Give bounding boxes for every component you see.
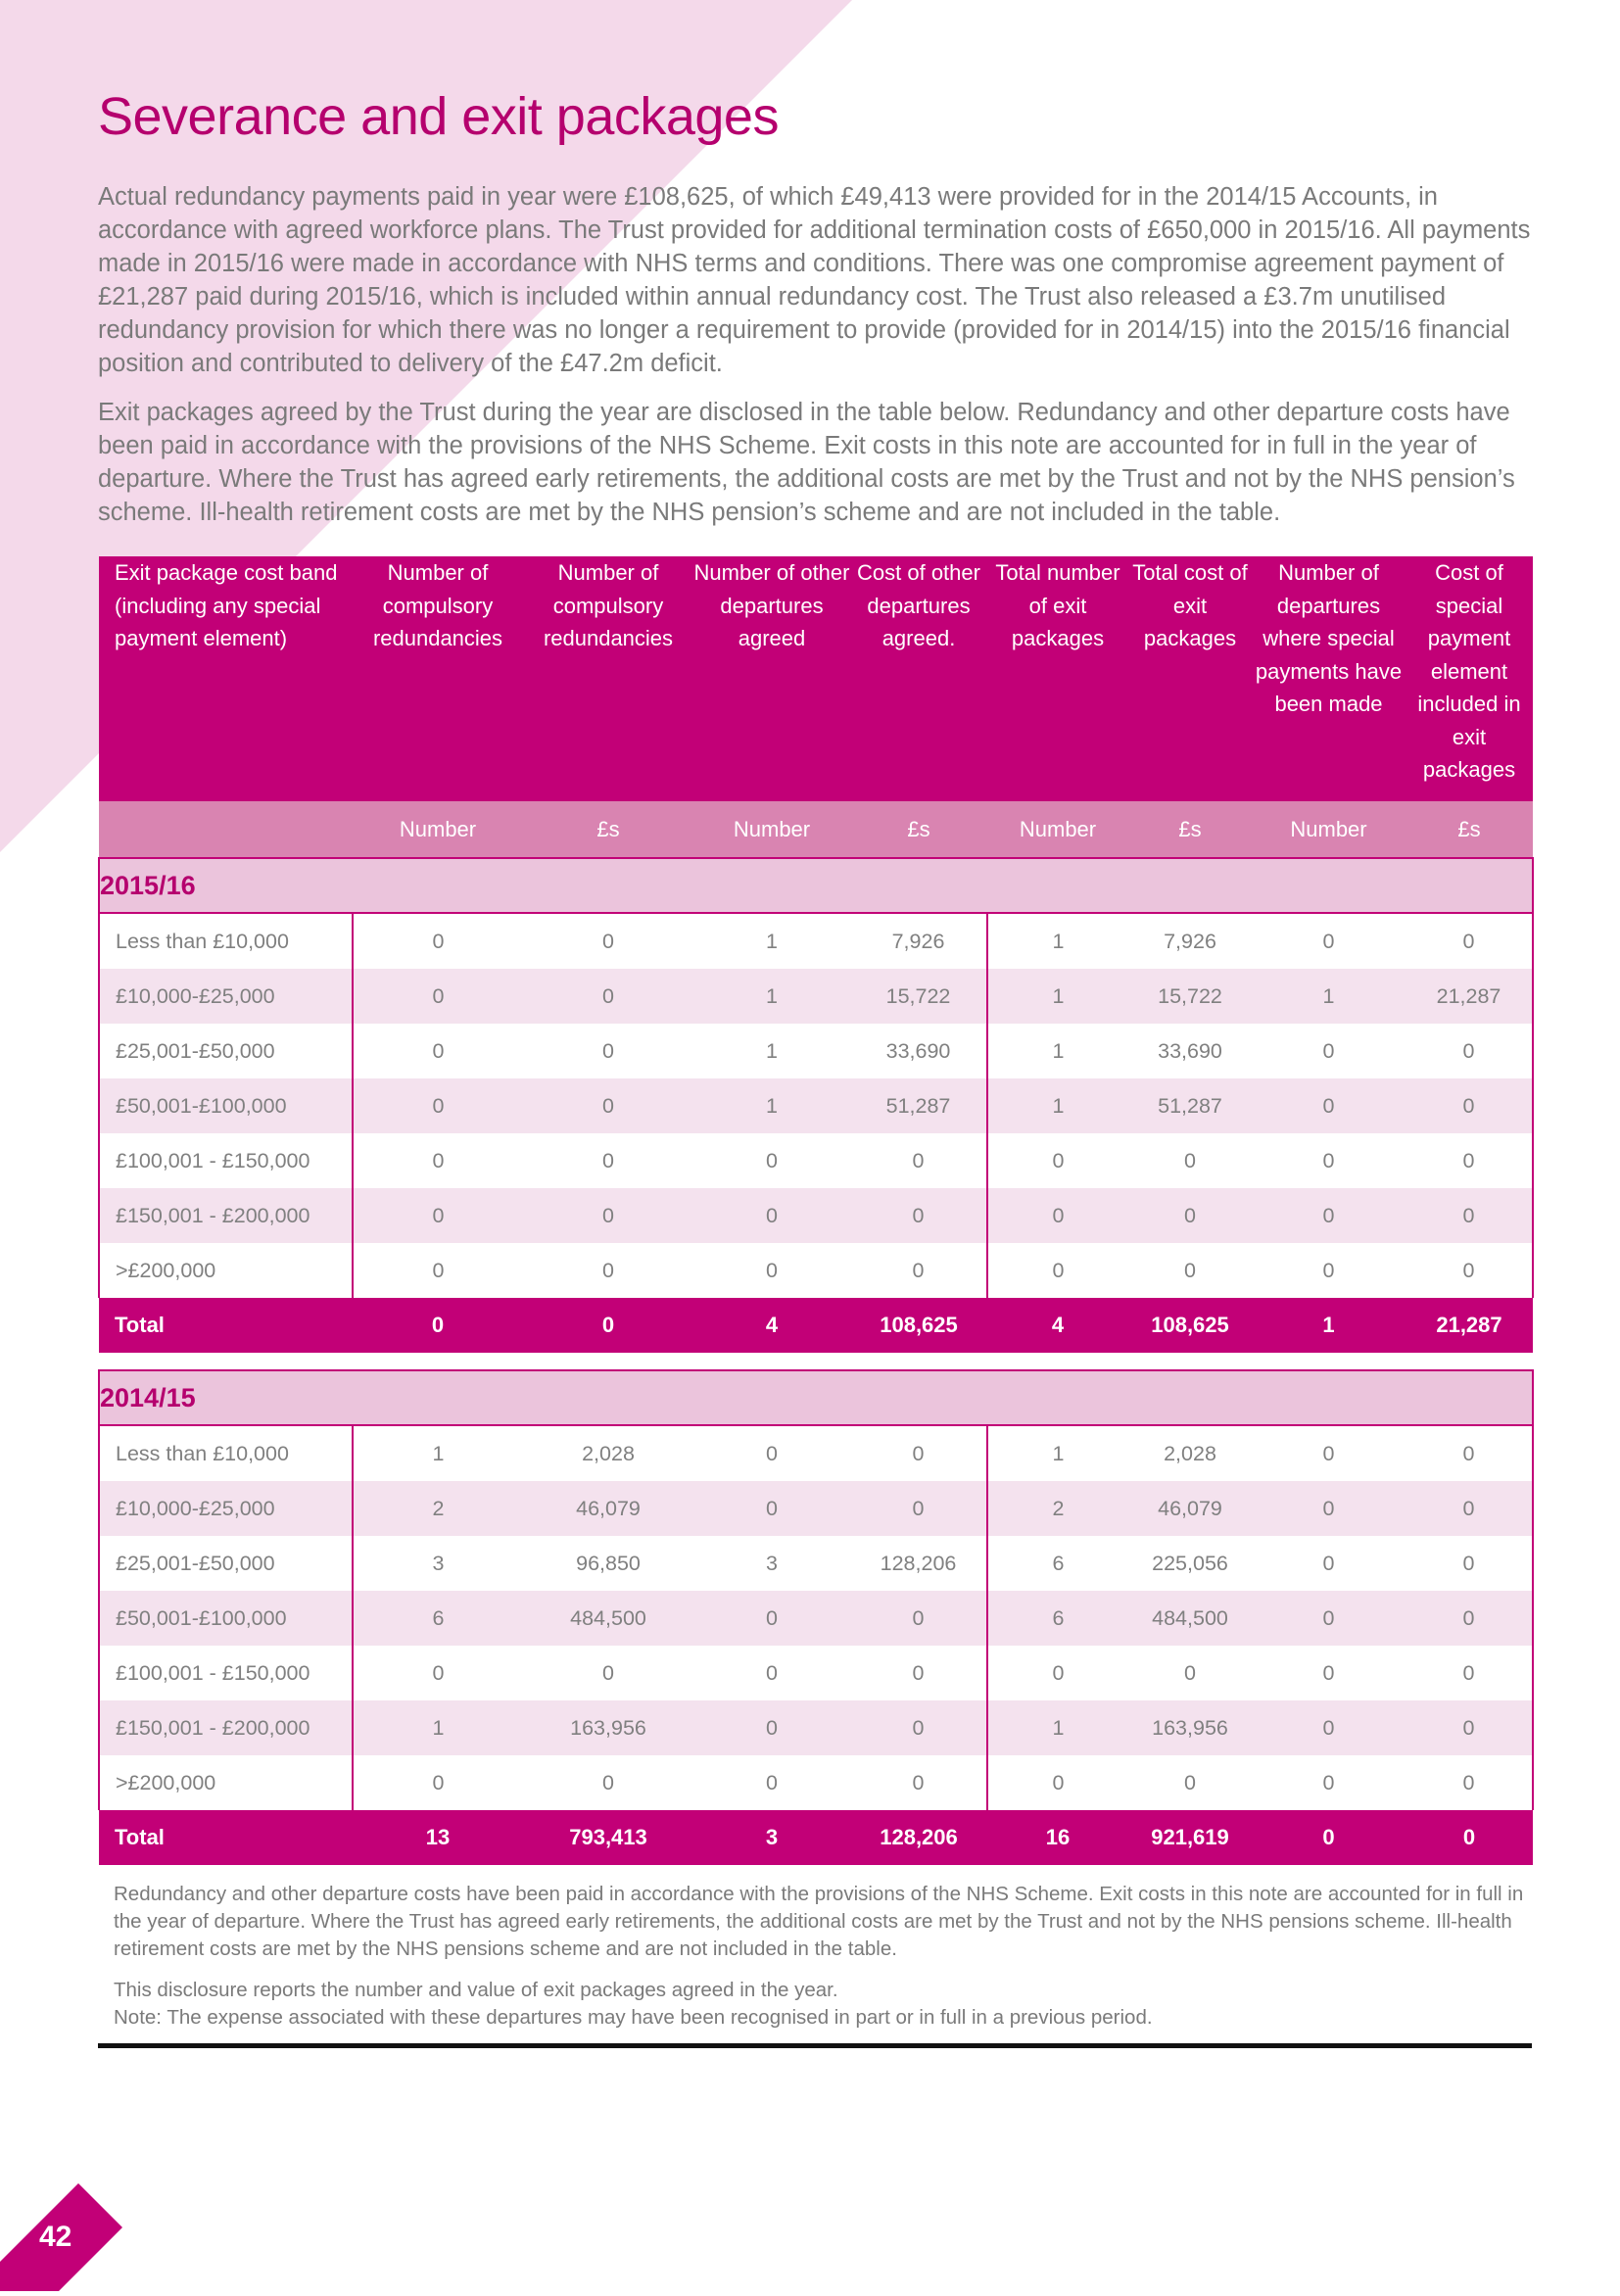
units-cell: Number [693, 801, 850, 858]
cost-band-cell: £150,001 - £200,000 [99, 1188, 353, 1243]
table-row [99, 1536, 1533, 1591]
value-cell: 0 [693, 1700, 850, 1755]
value-cell: 7,926 [850, 913, 987, 969]
value-cell: 0 [766, 1441, 778, 1465]
table-row [99, 1188, 1533, 1243]
cost-band-cell: £50,001-£100,000 [99, 1078, 353, 1133]
value-cell: 0 [693, 1591, 850, 1646]
value-cell: 21,287 [1406, 969, 1533, 1024]
table-row [99, 1700, 1533, 1755]
value-cell: 0 [766, 1770, 778, 1794]
table-row [99, 1078, 1533, 1133]
value-cell: 0 [766, 1660, 778, 1685]
table-row [99, 1024, 1533, 1078]
value-cell: 96,850 [576, 1551, 641, 1575]
value-cell: 1 [1052, 1038, 1065, 1063]
table-header-row [99, 556, 1533, 801]
units-cell: Number [987, 801, 1128, 858]
total-value: 21,287 [1406, 1298, 1533, 1353]
value-cell: 0 [1252, 1188, 1406, 1243]
value-cell: 1 [353, 1700, 523, 1755]
value-cell: 33,690 [850, 1024, 987, 1078]
cost-band-cell: £100,001 - £150,000 [99, 1646, 353, 1700]
table-row [99, 1133, 1533, 1188]
cost-band-cell: £10,000-£25,000 [99, 969, 353, 1024]
cost-band-cell: Less than £10,000 [99, 1425, 353, 1481]
exit-packages-table [98, 556, 1534, 1865]
table-row [99, 913, 1533, 969]
value-cell: 33,690 [1158, 1038, 1222, 1063]
value-cell: 2,028 [1164, 1441, 1216, 1465]
value-cell: 0 [1184, 1770, 1196, 1794]
total-value: 16 [987, 1810, 1128, 1865]
value-cell: 0 [523, 1188, 693, 1243]
total-value: 3 [693, 1810, 850, 1865]
value-cell: 0 [1406, 1700, 1533, 1755]
value-cell: 0 [432, 929, 445, 953]
total-value: 4 [987, 1298, 1128, 1353]
spacer-cell [99, 1353, 1533, 1370]
value-cell: 6 [1052, 1551, 1065, 1575]
value-cell: 0 [432, 1770, 445, 1794]
value-cell: 0 [1252, 1078, 1406, 1133]
value-cell: 484,500 [523, 1591, 693, 1646]
total-value: 0 [1406, 1810, 1533, 1865]
value-cell: 0 [602, 929, 614, 953]
value-cell: 0 [1184, 1258, 1196, 1282]
table-row [99, 1755, 1533, 1810]
bottom-rule [98, 2043, 1532, 2048]
value-cell: 0 [1406, 1078, 1533, 1133]
total-row [99, 1298, 1533, 1353]
cost-band-cell: £50,001-£100,000 [99, 1591, 353, 1646]
table-notes [114, 1881, 1524, 2045]
note-paragraph: This disclosure reports the number and value of exit packages agreed in the year. [114, 1979, 838, 2001]
intro-paragraph: Exit packages agreed by the Trust during the year are disclosed in the table below. Redundancy and other departure costs have been paid in accordance with the provisions of the NHS Scheme. Exit costs in this note are accounted for in full in the year of departure. Where the Trust has agreed early retirements, the additional costs are met by the Trust and not by the NHS pension’s scheme. Ill-health retirement costs are met by the NHS pension’s scheme and are not included in the table. [98, 399, 1515, 526]
total-value: 128,206 [850, 1810, 987, 1865]
value-cell: 484,500 [1128, 1591, 1252, 1646]
value-cell: 1 [766, 929, 778, 953]
cost-band-cell: £100,001 - £150,000 [99, 1133, 353, 1188]
table-row [99, 1425, 1533, 1481]
value-cell: 0 [1128, 1188, 1252, 1243]
header-other-number: Number of other departures agreed [693, 556, 850, 801]
value-cell: 1 [1052, 929, 1065, 953]
value-cell: 0 [766, 1148, 778, 1172]
value-cell: 0 [432, 1660, 445, 1685]
total-label: Total [99, 1298, 353, 1353]
value-cell: 0 [1406, 913, 1533, 969]
value-cell: 0 [1052, 1660, 1065, 1685]
year-label: 2014/15 [99, 1370, 1533, 1425]
value-cell: 0 [1322, 1258, 1335, 1282]
value-cell: 1 [987, 1700, 1128, 1755]
value-cell: 2 [987, 1481, 1128, 1536]
year-section-header [99, 858, 1533, 913]
header-compulsory-number: Number of compulsory redundancies [353, 556, 523, 801]
value-cell: 0 [1184, 1660, 1196, 1685]
value-cell: 163,956 [523, 1700, 693, 1755]
value-cell: 15,722 [1128, 969, 1252, 1024]
total-value: 13 [353, 1810, 523, 1865]
value-cell: 0 [1052, 1148, 1065, 1172]
total-value: 0 [353, 1298, 523, 1353]
value-cell: 7,926 [1164, 929, 1216, 953]
value-cell: 0 [523, 969, 693, 1024]
value-cell: 0 [850, 1700, 987, 1755]
value-cell: 0 [353, 1188, 523, 1243]
value-cell: 0 [1406, 1133, 1533, 1188]
page-title: Severance and exit packages [98, 87, 779, 146]
value-cell: 0 [1252, 1481, 1406, 1536]
value-cell: 0 [850, 1755, 987, 1810]
value-cell: 0 [602, 1258, 614, 1282]
table-units-row [99, 801, 1533, 858]
header-special-cost: Cost of special payment element included in exit packages [1406, 556, 1533, 801]
value-cell: 163,956 [1128, 1700, 1252, 1755]
value-cell: 0 [1322, 1770, 1335, 1794]
total-value: 1 [1252, 1298, 1406, 1353]
value-cell: 0 [602, 1038, 614, 1063]
header-compulsory-cost: Number of compulsory redundancies [523, 556, 693, 801]
value-cell: 0 [850, 1646, 987, 1700]
page-number: 42 [39, 2221, 72, 2253]
value-cell: 51,287 [1128, 1078, 1252, 1133]
cost-band-cell: £150,001 - £200,000 [99, 1700, 353, 1755]
value-cell: 0 [353, 969, 523, 1024]
header-special-number: Number of departures where special payments have been made [1252, 556, 1406, 801]
table-body [99, 858, 1533, 1865]
note-paragraph: Redundancy and other departure costs have been paid in accordance with the provisions of the NHS Scheme. Exit costs in this note are accounted for in full in the year of departure. Where the Trust has agreed early retirements, the additional costs are met by the Trust and not by the NHS pensions scheme. Ill-health retirement costs are met by the NHS pensions scheme and are not included in the table. [114, 1883, 1524, 1960]
value-cell: 225,056 [1152, 1551, 1228, 1575]
value-cell: 1 [693, 969, 850, 1024]
value-cell: 0 [850, 1425, 987, 1481]
value-cell: 0 [602, 1770, 614, 1794]
cost-band-cell: £25,001-£50,000 [99, 1024, 353, 1078]
cost-band-cell: >£200,000 [99, 1243, 353, 1298]
table-row [99, 1646, 1533, 1700]
total-label: Total [99, 1810, 353, 1865]
total-value: 793,413 [523, 1810, 693, 1865]
intro-text [98, 180, 1532, 545]
total-value: 4 [693, 1298, 850, 1353]
value-cell: 0 [1052, 1770, 1065, 1794]
value-cell: 0 [1406, 1188, 1533, 1243]
value-cell: 0 [1406, 1024, 1533, 1078]
value-cell: 0 [1052, 1258, 1065, 1282]
header-other-cost: Cost of other departures agreed. [850, 556, 987, 801]
table-row [99, 1591, 1533, 1646]
value-cell: 3 [432, 1551, 445, 1575]
value-cell: 0 [1322, 1038, 1335, 1063]
units-cell: £s [850, 801, 987, 858]
section-spacer [99, 1353, 1533, 1370]
cost-band-cell: >£200,000 [99, 1755, 353, 1810]
value-cell: 2 [353, 1481, 523, 1536]
value-cell: 0 [1406, 1536, 1533, 1591]
value-cell: 0 [693, 1188, 850, 1243]
value-cell: 0 [1322, 1660, 1335, 1685]
value-cell: 0 [693, 1481, 850, 1536]
value-cell: 1 [693, 1078, 850, 1133]
value-cell: 0 [432, 1258, 445, 1282]
header-total-cost: Total cost of exit packages [1128, 556, 1252, 801]
value-cell: 0 [1322, 1148, 1335, 1172]
table-row [99, 1243, 1533, 1298]
value-cell: 0 [1252, 1700, 1406, 1755]
value-cell: 0 [1406, 1591, 1533, 1646]
year-section-header [99, 1370, 1533, 1425]
table-row [99, 1481, 1533, 1536]
units-cell: £s [1128, 801, 1252, 858]
value-cell: 0 [1252, 1591, 1406, 1646]
value-cell: 0 [353, 1078, 523, 1133]
value-cell: 1 [987, 969, 1128, 1024]
note-paragraph: Note: The expense associated with these departures may have been recognised in part or in full in a previous period. [114, 2006, 1153, 2029]
value-cell: 0 [1406, 1243, 1533, 1298]
value-cell: 0 [850, 1133, 987, 1188]
value-cell: 46,079 [523, 1481, 693, 1536]
value-cell: 0 [766, 1258, 778, 1282]
value-cell: 0 [1322, 1551, 1335, 1575]
units-cell: Number [353, 801, 523, 858]
value-cell: 1 [987, 1078, 1128, 1133]
value-cell: 6 [987, 1591, 1128, 1646]
units-cell: £s [1406, 801, 1533, 858]
value-cell: 0 [850, 1188, 987, 1243]
value-cell: 0 [602, 1148, 614, 1172]
value-cell: 0 [1322, 929, 1335, 953]
header-cost-band: Exit package cost band (including any special payment element) [99, 556, 353, 801]
value-cell: 15,722 [850, 969, 987, 1024]
value-cell: 0 [1406, 1481, 1533, 1536]
value-cell: 2,028 [582, 1441, 635, 1465]
value-cell: 0 [850, 1243, 987, 1298]
units-cell: Number [1252, 801, 1406, 858]
units-cell [99, 801, 353, 858]
value-cell: 0 [1406, 1755, 1533, 1810]
value-cell: 1 [432, 1441, 445, 1465]
value-cell: 6 [353, 1591, 523, 1646]
table-row [99, 969, 1533, 1024]
value-cell: 0 [1406, 1646, 1533, 1700]
total-value: 108,625 [850, 1298, 987, 1353]
value-cell: 0 [850, 1591, 987, 1646]
value-cell: 51,287 [850, 1078, 987, 1133]
value-cell: 46,079 [1128, 1481, 1252, 1536]
total-value: 0 [1252, 1810, 1406, 1865]
total-value: 921,619 [1128, 1810, 1252, 1865]
units-cell: £s [523, 801, 693, 858]
header-total-number: Total number of exit packages [987, 556, 1128, 801]
value-cell: 0 [1406, 1425, 1533, 1481]
value-cell: 128,206 [850, 1536, 987, 1591]
value-cell: 1 [766, 1038, 778, 1063]
value-cell: 0 [1322, 1441, 1335, 1465]
intro-paragraph: Actual redundancy payments paid in year were £108,625, of which £49,413 were provided for in the 2014/15 Accounts, in accordance with agreed workforce plans. The Trust provided for additional termination costs of £650,000 in 2015/16. All payments made in 2015/16 were made in accordance with NHS terms and conditions. There was one compromise agreement payment of £21,287 paid during 2015/16, which is included within annual redundancy cost. The Trust also released a £3.7m unutilised redundancy provision for which there was no longer a requirement to provide (provided for in 2014/15) into the 2015/16 financial position and contributed to delivery of the £47.2m deficit. [98, 183, 1531, 377]
year-label: 2015/16 [99, 858, 1533, 913]
cost-band-cell: Less than £10,000 [99, 913, 353, 969]
total-row [99, 1810, 1533, 1865]
page-number-badge [0, 2164, 127, 2291]
cost-band-cell: £25,001-£50,000 [99, 1536, 353, 1591]
value-cell: 0 [1184, 1148, 1196, 1172]
value-cell: 0 [432, 1148, 445, 1172]
value-cell: 0 [602, 1660, 614, 1685]
value-cell: 0 [850, 1481, 987, 1536]
total-value: 108,625 [1128, 1298, 1252, 1353]
value-cell: 3 [766, 1551, 778, 1575]
value-cell: 0 [987, 1188, 1128, 1243]
value-cell: 1 [1252, 969, 1406, 1024]
total-value: 0 [523, 1298, 693, 1353]
value-cell: 0 [523, 1078, 693, 1133]
cost-band-cell: £10,000-£25,000 [99, 1481, 353, 1536]
value-cell: 0 [432, 1038, 445, 1063]
value-cell: 1 [1052, 1441, 1065, 1465]
